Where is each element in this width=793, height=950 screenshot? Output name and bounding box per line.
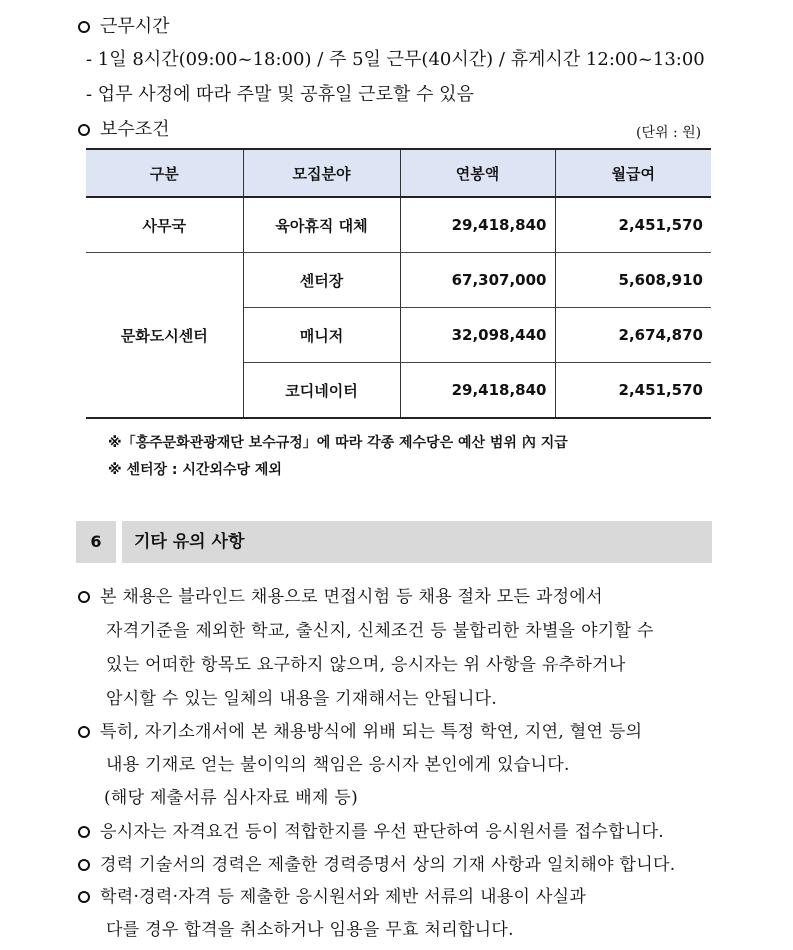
notice-item-1-line-4: 암시할 수 있는 일체의 내용을 기재해서는 안됩니다. — [106, 689, 498, 709]
table-row — [86, 253, 711, 308]
notice-item-2-line-3: (해당 제출서류 심사자료 배제 등) — [104, 788, 359, 808]
notice-item-4: 경력 기술서의 경력은 제출한 경력증명서 상의 기재 사항과 일치해야 합니다. — [78, 850, 675, 875]
circle-bullet-icon — [78, 859, 90, 871]
notice-item-5: 학력·경력·자격 등 제출한 응시원서와 제반 서류의 내용이 사실과 — [78, 882, 586, 907]
pay-table-header — [86, 149, 711, 197]
col-header-field: 모집분야 — [243, 149, 400, 197]
col-header-monthly: 월급여 — [555, 149, 711, 197]
annual-cell: 32,098,440 — [400, 308, 555, 363]
circle-bullet-icon — [78, 826, 90, 838]
pay-note-1: ※「홍주문화관광재단 보수규정」에 따라 각종 제수당은 예산 범위 內 지급 — [108, 435, 568, 451]
pay-heading: 보수조건 — [78, 115, 170, 141]
circle-bullet-icon — [78, 21, 90, 33]
notice-item-1: 본 채용은 블라인드 채용으로 면접시험 등 채용 절차 모든 과정에서 — [78, 582, 603, 607]
annual-cell: 67,307,000 — [400, 253, 555, 308]
section-header — [76, 521, 712, 563]
section-divider — [116, 521, 122, 563]
field-cell: 센터장 — [243, 253, 400, 308]
annual-cell: 29,418,840 — [400, 197, 555, 253]
work-hours-heading: 근무시간 — [78, 12, 170, 38]
notice-item-5-line-2: 다를 경우 합격을 취소하거나 임용을 무효 처리합니다. — [106, 920, 514, 940]
work-hours-line-2: - 업무 사정에 따라 주말 및 공휴일 근로할 수 있음 — [86, 84, 474, 105]
notice-item-1-line-3: 있는 어떠한 항목도 요구하지 않으며, 응시자는 위 사항을 유추하거나 — [106, 655, 626, 675]
circle-bullet-icon — [78, 124, 90, 136]
pay-table — [86, 148, 711, 419]
section-number: 6 — [90, 532, 102, 551]
notice-item-2-line-2: 내용 기재로 얻는 불이익의 책임은 응시자 본인에게 있습니다. — [106, 755, 570, 775]
annual-cell: 29,418,840 — [400, 363, 555, 419]
circle-bullet-icon — [78, 591, 90, 603]
monthly-cell: 2,674,870 — [555, 308, 711, 363]
circle-bullet-icon — [78, 891, 90, 903]
dept-cell: 문화도시센터 — [86, 253, 243, 419]
col-header-annual: 연봉액 — [400, 149, 555, 197]
field-cell: 코디네이터 — [243, 363, 400, 419]
notice-item-1-line-2: 자격기준을 제외한 학교, 출신지, 신체조건 등 불합리한 차별을 야기할 수 — [106, 621, 654, 641]
work-hours-line-1: - 1일 8시간(09:00~18:00) / 주 5일 근무(40시간) / 휴게시간 12:00~13:00 — [86, 49, 705, 70]
dept-cell: 사무국 — [86, 197, 243, 253]
pay-note-2: ※ 센터장 : 시간외수당 제외 — [108, 462, 282, 478]
monthly-cell: 2,451,570 — [555, 197, 711, 253]
table-row — [86, 197, 711, 253]
section-title: 기타 유의 사항 — [134, 532, 245, 552]
pay-unit: (단위 : 원) — [636, 125, 702, 141]
monthly-cell: 2,451,570 — [555, 363, 711, 419]
circle-bullet-icon — [78, 726, 90, 738]
field-cell: 육아휴직 대체 — [243, 197, 400, 253]
notice-item-3: 응시자는 자격요건 등이 적합한지를 우선 판단하여 응시원서를 접수합니다. — [78, 817, 664, 842]
monthly-cell: 5,608,910 — [555, 253, 711, 308]
field-cell: 매니저 — [243, 308, 400, 363]
notice-item-2: 특히, 자기소개서에 본 채용방식에 위배 되는 특정 학연, 지연, 혈연 등의 — [78, 717, 642, 742]
col-header-category: 구분 — [86, 149, 243, 197]
